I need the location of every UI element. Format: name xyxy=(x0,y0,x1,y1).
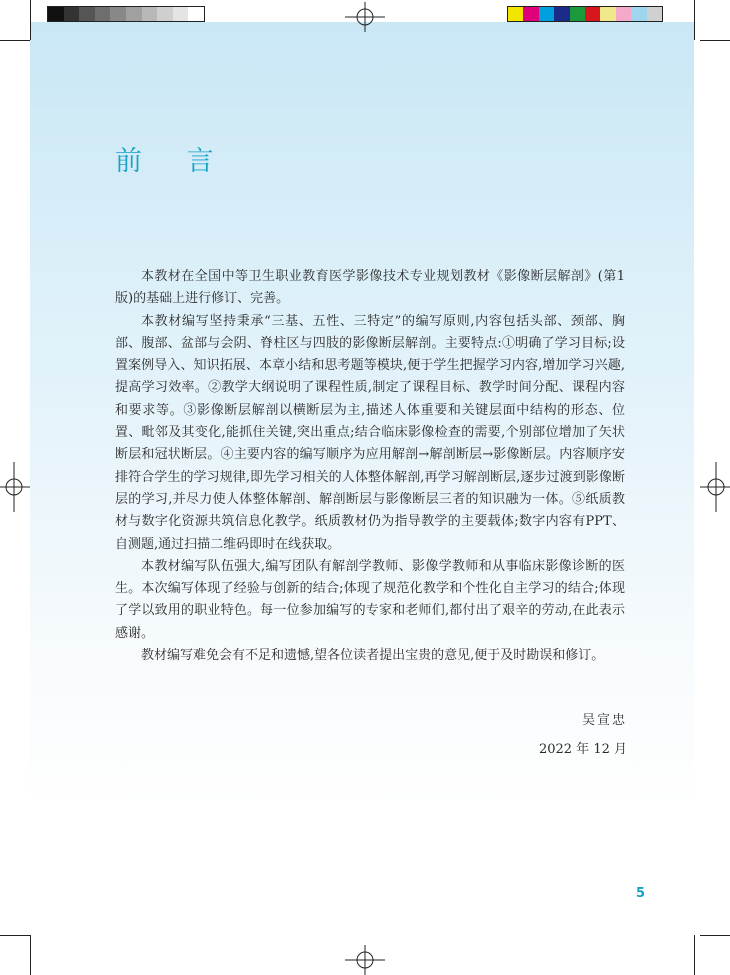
page-number: 5 xyxy=(636,886,646,901)
color-swatch xyxy=(539,7,554,21)
registration-mark-icon xyxy=(345,2,385,32)
color-swatch xyxy=(188,7,204,21)
color-swatch xyxy=(554,7,569,21)
registration-mark-icon xyxy=(345,945,385,975)
grayscale-calibration-strip xyxy=(47,6,205,22)
crop-mark xyxy=(694,0,695,40)
color-swatch xyxy=(95,7,111,21)
crop-mark xyxy=(700,935,730,936)
color-swatch xyxy=(110,7,126,21)
color-swatch xyxy=(647,7,662,21)
color-swatch xyxy=(126,7,142,21)
date: 2022 年 12 月 xyxy=(538,742,627,757)
crop-mark xyxy=(0,40,30,41)
author-signature: 吴宣忠 xyxy=(581,713,627,728)
crop-mark xyxy=(0,935,30,936)
color-swatch xyxy=(585,7,600,21)
registration-mark-icon xyxy=(0,462,30,512)
color-swatch xyxy=(570,7,585,21)
paragraph: 教材编写难免会有不足和遗憾,望各位读者提出宝贵的意见,便于及时勘误和修订。 xyxy=(141,648,605,664)
crop-mark xyxy=(694,935,695,975)
color-swatch xyxy=(523,7,538,21)
color-swatch xyxy=(64,7,80,21)
paragraph: 本教材编写坚持秉承“三基、五性、三特定”的编写原则,内容包括头部、颈部、胸部、腹部、盆部与会阴、脊柱区与四肢的影像断层解剖。主要特点:①明确了学习目标;设置案例导入、知识拓展、本章小结和思考题等模块,便于学生把握学习内容,增加学习兴趣,提高学习效率。②教学大纲说明了课程性质,制定了课程目标、教学时间分配、课程内容和要求等。③影像断层解剖以横断层为主,描述人体重要和关键层面中结构的形态、位置、毗邻及其变化,能抓住关键,突出重点;结合临床影像检查的需要,个别部位增加了矢状断层和冠状断层。④主要内容的编写顺序为应用解剖→解剖断层→影像断层。内容顺序安排符合学生的学习规律,即先学习相关的人体整体解剖,再学习解剖断层,逐步过渡到影像断层的学习,并尽力使人体整体解剖、解剖断层与影像断层三者的知识融为一体。⑤纸质教材与数字化资源共筑信息化教学。纸质教材仍为指导教学的主要载体;数字内容有PPT、自测题,通过扫描二维码即时在线获取。 xyxy=(115,313,625,552)
crop-mark xyxy=(30,0,31,40)
color-swatch xyxy=(48,7,64,21)
color-swatch xyxy=(600,7,615,21)
paragraph: 本教材编写队伍强大,编写团队有解剖学教师、影像学教师和从事临床影像诊断的医生。本次编写体现了经验与创新的结合;体现了规范化教学和个性化自主学习的结合;体现了学以致用的职业特色。每一位参加编写的专家和老师们,都付出了艰辛的劳动,在此表示感谢。 xyxy=(115,558,625,641)
preface-body xyxy=(115,266,625,667)
color-calibration-strip xyxy=(507,6,663,22)
color-swatch xyxy=(142,7,158,21)
crop-mark xyxy=(30,935,31,975)
color-swatch xyxy=(631,7,646,21)
paragraph: 本教材在全国中等卫生职业教育医学影像技术专业规划教材《影像断层解剖》(第1版)的基础上进行修订、完善。 xyxy=(115,269,625,307)
color-swatch xyxy=(616,7,631,21)
registration-mark-icon xyxy=(700,462,730,512)
color-swatch xyxy=(173,7,189,21)
color-swatch xyxy=(508,7,523,21)
page-title: 前 言 xyxy=(115,146,232,177)
crop-mark xyxy=(700,40,730,41)
color-swatch xyxy=(79,7,95,21)
color-swatch xyxy=(157,7,173,21)
